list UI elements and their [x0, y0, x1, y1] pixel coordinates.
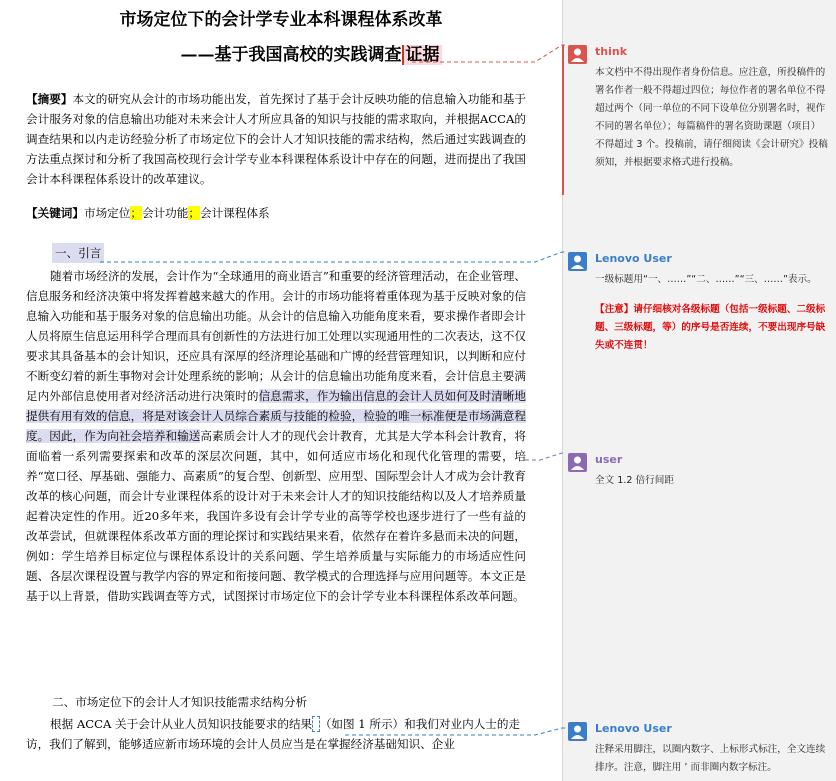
intro-text-2: 高素质会计人才的现代会计教育，尤其是大学本科会计教育，将面临着一系列需要探索和改革的深层次问题，其中，如何适应市场化和现代化管理的需要，培养“宽口径、厚基础、强能力、高素质”的复合型、创新型、应用型、国际型会计人才成为会计教育改革的核心问题，而会计专业课程体系的设计对于未来会计人才的知识技能结构以及人才培养质量起着决定性的作用。近20多年来，我国许多设有会计学专业的高等学校也逐步进行了一些有益的改革尝试，但就课程体系改革方面的理论探讨和实践结果来看，依然存在着许多悬而未决的问题，例如：学生培养目标定位与课程体系设计的关系问题、学生培养质量与实际能力的市场适应性问题、各层次课程设置与教学内容的界定和衔接问题、教学模式的合理选择与应用问题等。本文正是基于以上背景，借助实践调查等方式，试图探讨市场定位下的会计学专业本科课程体系改革问题。: [26, 429, 526, 603]
comment-card[interactable]: [568, 453, 830, 493]
heading-section-2[interactable]: 二、市场定位下的会计人才知识技能需求结构分析: [52, 695, 308, 709]
keywords-label: 【关键词】: [26, 206, 84, 220]
section-2-text-2: （如图 1 所示）和我们对业内人士的走访，我们了解到，能够适应新市场环境的会计人员应当是在掌握经济基础知识、企业: [26, 717, 521, 751]
comment-text: 注释采用脚注，以圈内数字、上标形式标注，全文连续排序。注意，脚注用 ’ 而非圈内数字标注。: [595, 744, 826, 773]
keyword-separator: ；: [188, 206, 200, 220]
intro-text-1: 随着市场经济的发展，会计作为“全球通用的商业语言”和重要的经济管理活动，在企业管理、信息服务和经济决策中将发挥着越来越大的作用。会计的市场功能将着重体现为基于反映对象的信息输入功能和基于服务对象的信息输出功能。从会计的信息输入功能角度来看，要求操作者即会计人员将原生信息运用科学合理而具有创新性的方法进行加工处理以实现通用性的二次表达，这不仅要求其具备基本的会计知识，还应具有深厚的经济理论基础和广博的经营管理知识，以判断和应付不断变幻着的新生事物对会计处理系统的影响；从会计的信息输出功能角度来看，会计信息主要满足内外部信息使用者对经济活动进行决策时的: [26, 269, 526, 403]
heading-introduction[interactable]: 一、引言: [52, 243, 104, 263]
document-title: 市场定位下的会计学专业本科课程体系改革: [119, 10, 443, 30]
user-avatar-icon: [568, 722, 587, 741]
subtitle-text: ——基于我国高校的实践调查: [180, 45, 402, 65]
keyword-3: 会计课程体系: [199, 206, 270, 220]
comment-author: Lenovo User: [595, 252, 672, 265]
selected-text[interactable]: 信息需求，作为输出信息的会计人员如何及时清晰地提供有用有效的信息，将是对该会计人员综合素质与技能的检验，检验的唯一标准便是市场满意程度。因此，作为向社会培养和输送: [26, 389, 526, 443]
abstract-label: 【摘要】: [26, 92, 73, 106]
keyword-2: 会计功能: [141, 206, 189, 220]
comment-text: [595, 271, 829, 355]
comment-text: 本文档中不得出现作者身份信息。应注意，所投稿件的署名作者一般不得超过四位；每位作者的署名单位不得超过两个（同一单位的不同下设单位分别署名时，视作不同的署名单位）；每篇稿件的署名资助课题（项目）不得超过 3 个。投稿前，请仔细阅读《会计研究》投稿须知，并根据要求格式进行投稿。: [595, 67, 828, 168]
comment-card[interactable]: [568, 45, 830, 195]
introduction-paragraph[interactable]: [26, 266, 526, 606]
keywords-line[interactable]: [26, 203, 526, 223]
commented-text-subtitle[interactable]: 证据: [402, 45, 442, 65]
comment-author: user: [595, 453, 623, 466]
user-avatar-icon: [568, 252, 587, 271]
comment-card[interactable]: [568, 252, 830, 382]
comment-body: 一级标题用“一、……”“二、……”“三、……”表示。: [595, 274, 817, 285]
comment-note: 【注意】请仔细核对各级标题（包括一级标题、二级标题、三级标题，等）的序号是否连续，不要出现序号缺失或不连贯！: [595, 304, 826, 351]
comment-bar: [562, 45, 564, 195]
keyword-separator: ；: [130, 206, 142, 220]
keyword-1: 市场定位: [83, 206, 131, 220]
section-2-text-1: 根据 ACCA 关于会计从业人员知识技能要求的结果: [50, 717, 313, 731]
comment-author: Lenovo User: [595, 722, 672, 735]
footnote-anchor[interactable]: [312, 716, 320, 732]
document-subtitle: [0, 40, 562, 65]
comment-author: think: [595, 45, 628, 58]
user-avatar-icon: [568, 453, 587, 472]
comment-card[interactable]: [568, 722, 830, 781]
user-avatar-icon: [568, 45, 587, 64]
section-2-paragraph[interactable]: [26, 714, 526, 754]
abstract-text: 本文的研究从会计的市场功能出发，首先探讨了基于会计反映功能的信息输入功能和基于会计服务对象的信息输出功能对未来会计人才所应具备的知识与技能的需求取向，并根据ACCA的调查结果和以内走访经验分析了市场定位下的会计人才知识技能的需求结构，然后通过实践调查的方法重点探讨和分析了我国高校现行会计学专业本科课程体系设计中存在的问题，进而提出了我国会计本科课程体系设计的改革建议。: [26, 92, 526, 186]
comment-text: 全文 1.2 倍行间距: [595, 475, 674, 486]
abstract-paragraph[interactable]: [26, 89, 526, 189]
